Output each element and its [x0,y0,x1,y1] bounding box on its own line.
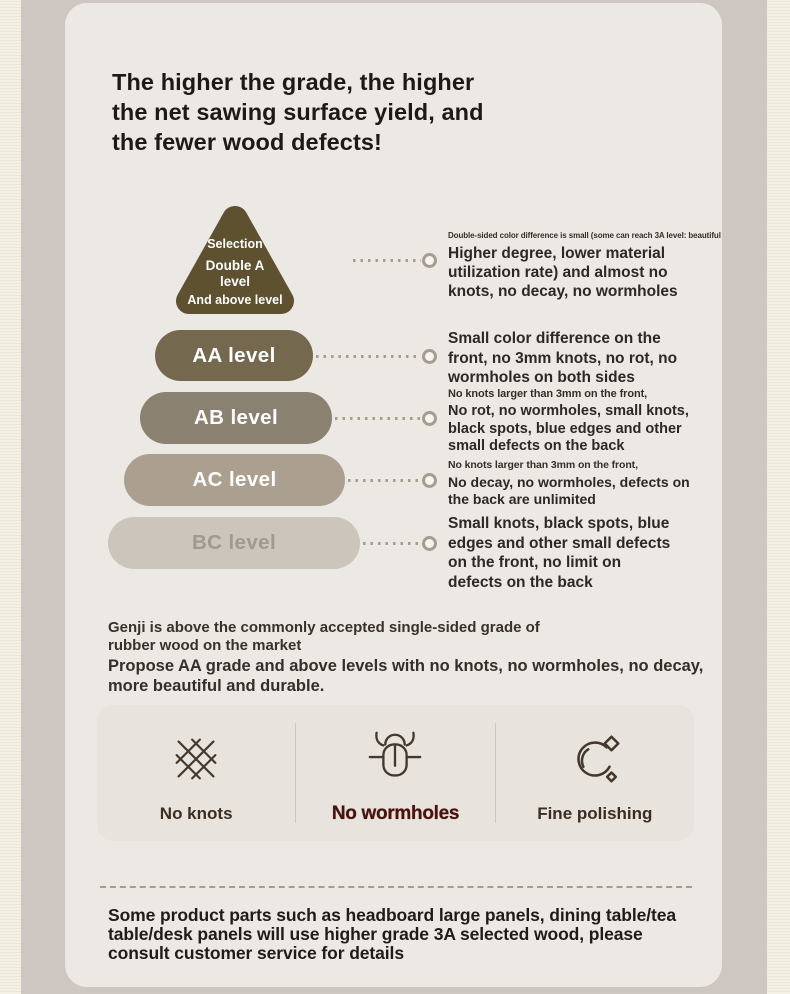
leader-ring [422,349,437,364]
grade-pill-label: AC level [192,468,277,491]
grade-pill-label: AA level [192,343,276,367]
summary-block [108,619,708,696]
grade-desc-text: No rot, no wormholes, small knots, black spots, blue edges and other small defects on the back [448,403,689,454]
grade-pill-ab [140,392,332,444]
grade-desc-note: No knots larger than 3mm on the front, [448,459,638,471]
leader-line [348,479,421,482]
leader-line [363,542,421,545]
grade-desc-text: Small color difference on the front, no 3mm knots, no rot, no wormholes on both sides [448,330,678,386]
grade-pill-label: BC level [191,531,277,554]
leader-ring [422,253,437,268]
summary-line-1: Genji is above the commonly accepted single-sided grade of rubber wood on the market [108,619,540,654]
dashed-divider [100,886,692,888]
title-line-2: the net sawing surface yield, and [112,99,484,125]
footer-note: Some product parts such as headboard large panels, dining table/tea table/desk panels will use higher grade 3A selected wood, please consult customer service for details [108,905,677,963]
grade-desc-note: No knots larger than 3mm on the front, [448,388,648,400]
leader-line [353,259,421,262]
polish-icon [564,728,626,795]
title-line-1: The higher the grade, the higher [112,69,475,95]
grade-pyramid-apex [165,197,305,325]
grade-desc-text: No decay, no wormholes, defects on the back are unlimited [448,474,690,507]
grade-desc-apex [448,231,721,301]
grade-desc-ab [448,388,704,456]
feature-no-knots [97,705,295,841]
bug-icon [364,727,426,794]
feature-no-wormholes [296,705,494,841]
feature-label: No wormholes [331,803,460,824]
leader-ring [422,473,437,488]
leader-line [316,355,421,358]
feature-label: Fine polishing [537,804,653,823]
leader-ring [422,411,437,426]
grade-pill-ac [124,454,345,506]
feature-label: No knots [159,804,233,823]
grade-desc-bc [448,514,676,592]
grade-pill-bc [108,517,360,569]
content-card [65,3,722,987]
title-line-3: the fewer wood defects! [112,129,382,155]
grade-pill-label: AB level [193,406,279,429]
leader-ring [422,536,437,551]
apex-label-line: And above level [187,293,283,307]
grade-desc-ac [448,459,700,508]
grade-pill-aa [155,330,313,381]
grade-desc-text: Higher degree, lower material utilization rate) and almost no knots, no decay, no wormholes [448,245,678,300]
features-panel [97,705,694,841]
grade-desc-note: Double-sided color difference is small (some can reach 3A level: beautiful [448,231,721,240]
feature-fine-polishing [496,705,694,841]
right-texture-stripe [767,0,790,994]
apex-label-line: Selection [207,237,263,251]
apex-label-line: Double A [205,258,265,273]
left-texture-stripe [0,0,21,994]
apex-label-line: level [219,274,251,289]
page-title [112,67,592,157]
summary-line-2: Propose AA grade and above levels with no knots, no wormholes, no decay, more beautiful and durable. [108,657,704,695]
grade-desc-text: Small knots, black spots, blue edges and other small defects on the front, no limit on defects on the back [448,515,671,591]
leader-line [335,417,421,420]
knots-icon [165,728,227,795]
grade-desc-aa [448,329,693,388]
